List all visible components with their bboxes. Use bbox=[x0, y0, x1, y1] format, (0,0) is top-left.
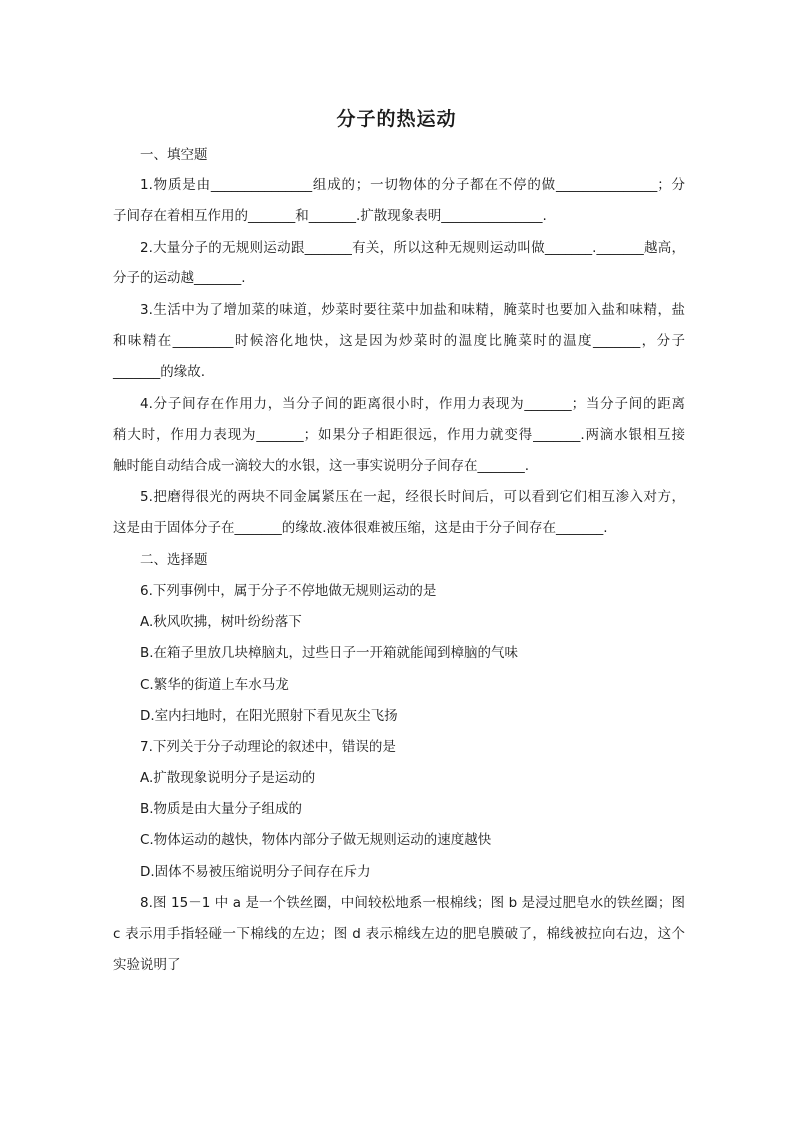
page-title: 分子的热运动 bbox=[336, 108, 457, 130]
question-4-line-1: 4.分子间存在作用力，当分子间的距离很小时，作用力表现为_______；当分子间的距离 bbox=[140, 396, 685, 412]
section-heading-fill-blank: 一、填空题 bbox=[140, 147, 208, 163]
question-7-option-b: B.物质是由大量分子组成的 bbox=[140, 801, 303, 817]
question-6-stem: 6.下列事例中，属于分子不停地做无规则运动的是 bbox=[140, 583, 437, 599]
question-7-stem: 7.下列关于分子动理论的叙述中，错误的是 bbox=[140, 739, 396, 755]
question-2-line-1: 2.大量分子的无规则运动跟_______有关，所以这种无规则运动叫做_______._______越高， bbox=[140, 240, 685, 256]
question-8-line-3: 实验说明了 bbox=[113, 957, 181, 973]
question-3-line-2: 和味精在_________时候溶化地快，这是因为炒菜时的温度比腌菜时的温度_______，分子 bbox=[113, 333, 685, 349]
section-heading-choice: 二、选择题 bbox=[140, 552, 208, 568]
question-7-option-a: A.扩散现象说明分子是运动的 bbox=[140, 770, 316, 786]
question-4-line-2: 稍大时，作用力表现为_______；如果分子相距很远，作用力就变得_______.两滴水银相互接 bbox=[113, 427, 685, 443]
question-6-option-b: B.在箱子里放几块樟脑丸，过些日子一开箱就能闻到樟脑的气味 bbox=[140, 645, 519, 661]
question-5-line-2: 这是由于固体分子在_______的缘故.液体很难被压缩，这是由于分子间存在_______. bbox=[113, 520, 608, 536]
question-6-option-d: D.室内扫地时，在阳光照射下看见灰尘飞扬 bbox=[140, 708, 398, 724]
question-8-line-2: c 表示用手指轻碰一下棉线的左边；图 d 表示棉线左边的肥皂膜破了，棉线被拉向右边，这个 bbox=[113, 926, 685, 942]
question-2-line-2: 分子的运动越_______. bbox=[113, 270, 246, 286]
question-6-option-c: C.繁华的街道上车水马龙 bbox=[140, 677, 289, 693]
question-7-option-c: C.物体运动的越快，物体内部分子做无规则运动的速度越快 bbox=[140, 832, 492, 848]
question-1-line-1: 1.物质是由_______________组成的；一切物体的分子都在不停的做_______________；分 bbox=[140, 177, 685, 193]
question-6-option-a: A.秋风吹拂，树叶纷纷落下 bbox=[140, 614, 302, 630]
question-5-line-1: 5.把磨得很光的两块不同金属紧压在一起，经很长时间后，可以看到它们相互渗入对方， bbox=[140, 489, 685, 505]
question-1-line-2: 子间存在着相互作用的_______和_______.扩散现象表明_______________. bbox=[113, 208, 547, 224]
question-7-option-d: D.固体不易被压缩说明分子间存在斥力 bbox=[140, 864, 371, 880]
question-8-line-1: 8.图 15－1 中 a 是一个铁丝圈，中间较松地系一根棉线；图 b 是浸过肥皂水的铁丝圈；图 bbox=[140, 895, 685, 911]
question-3-line-1: 3.生活中为了增加菜的味道，炒菜时要往菜中加盐和味精，腌菜时也要加入盐和味精，盐 bbox=[140, 302, 685, 318]
question-4-line-3: 触时能自动结合成一滴较大的水银，这一事实说明分子间存在_______. bbox=[113, 458, 530, 474]
question-3-line-3: _______的缘故. bbox=[113, 364, 206, 380]
